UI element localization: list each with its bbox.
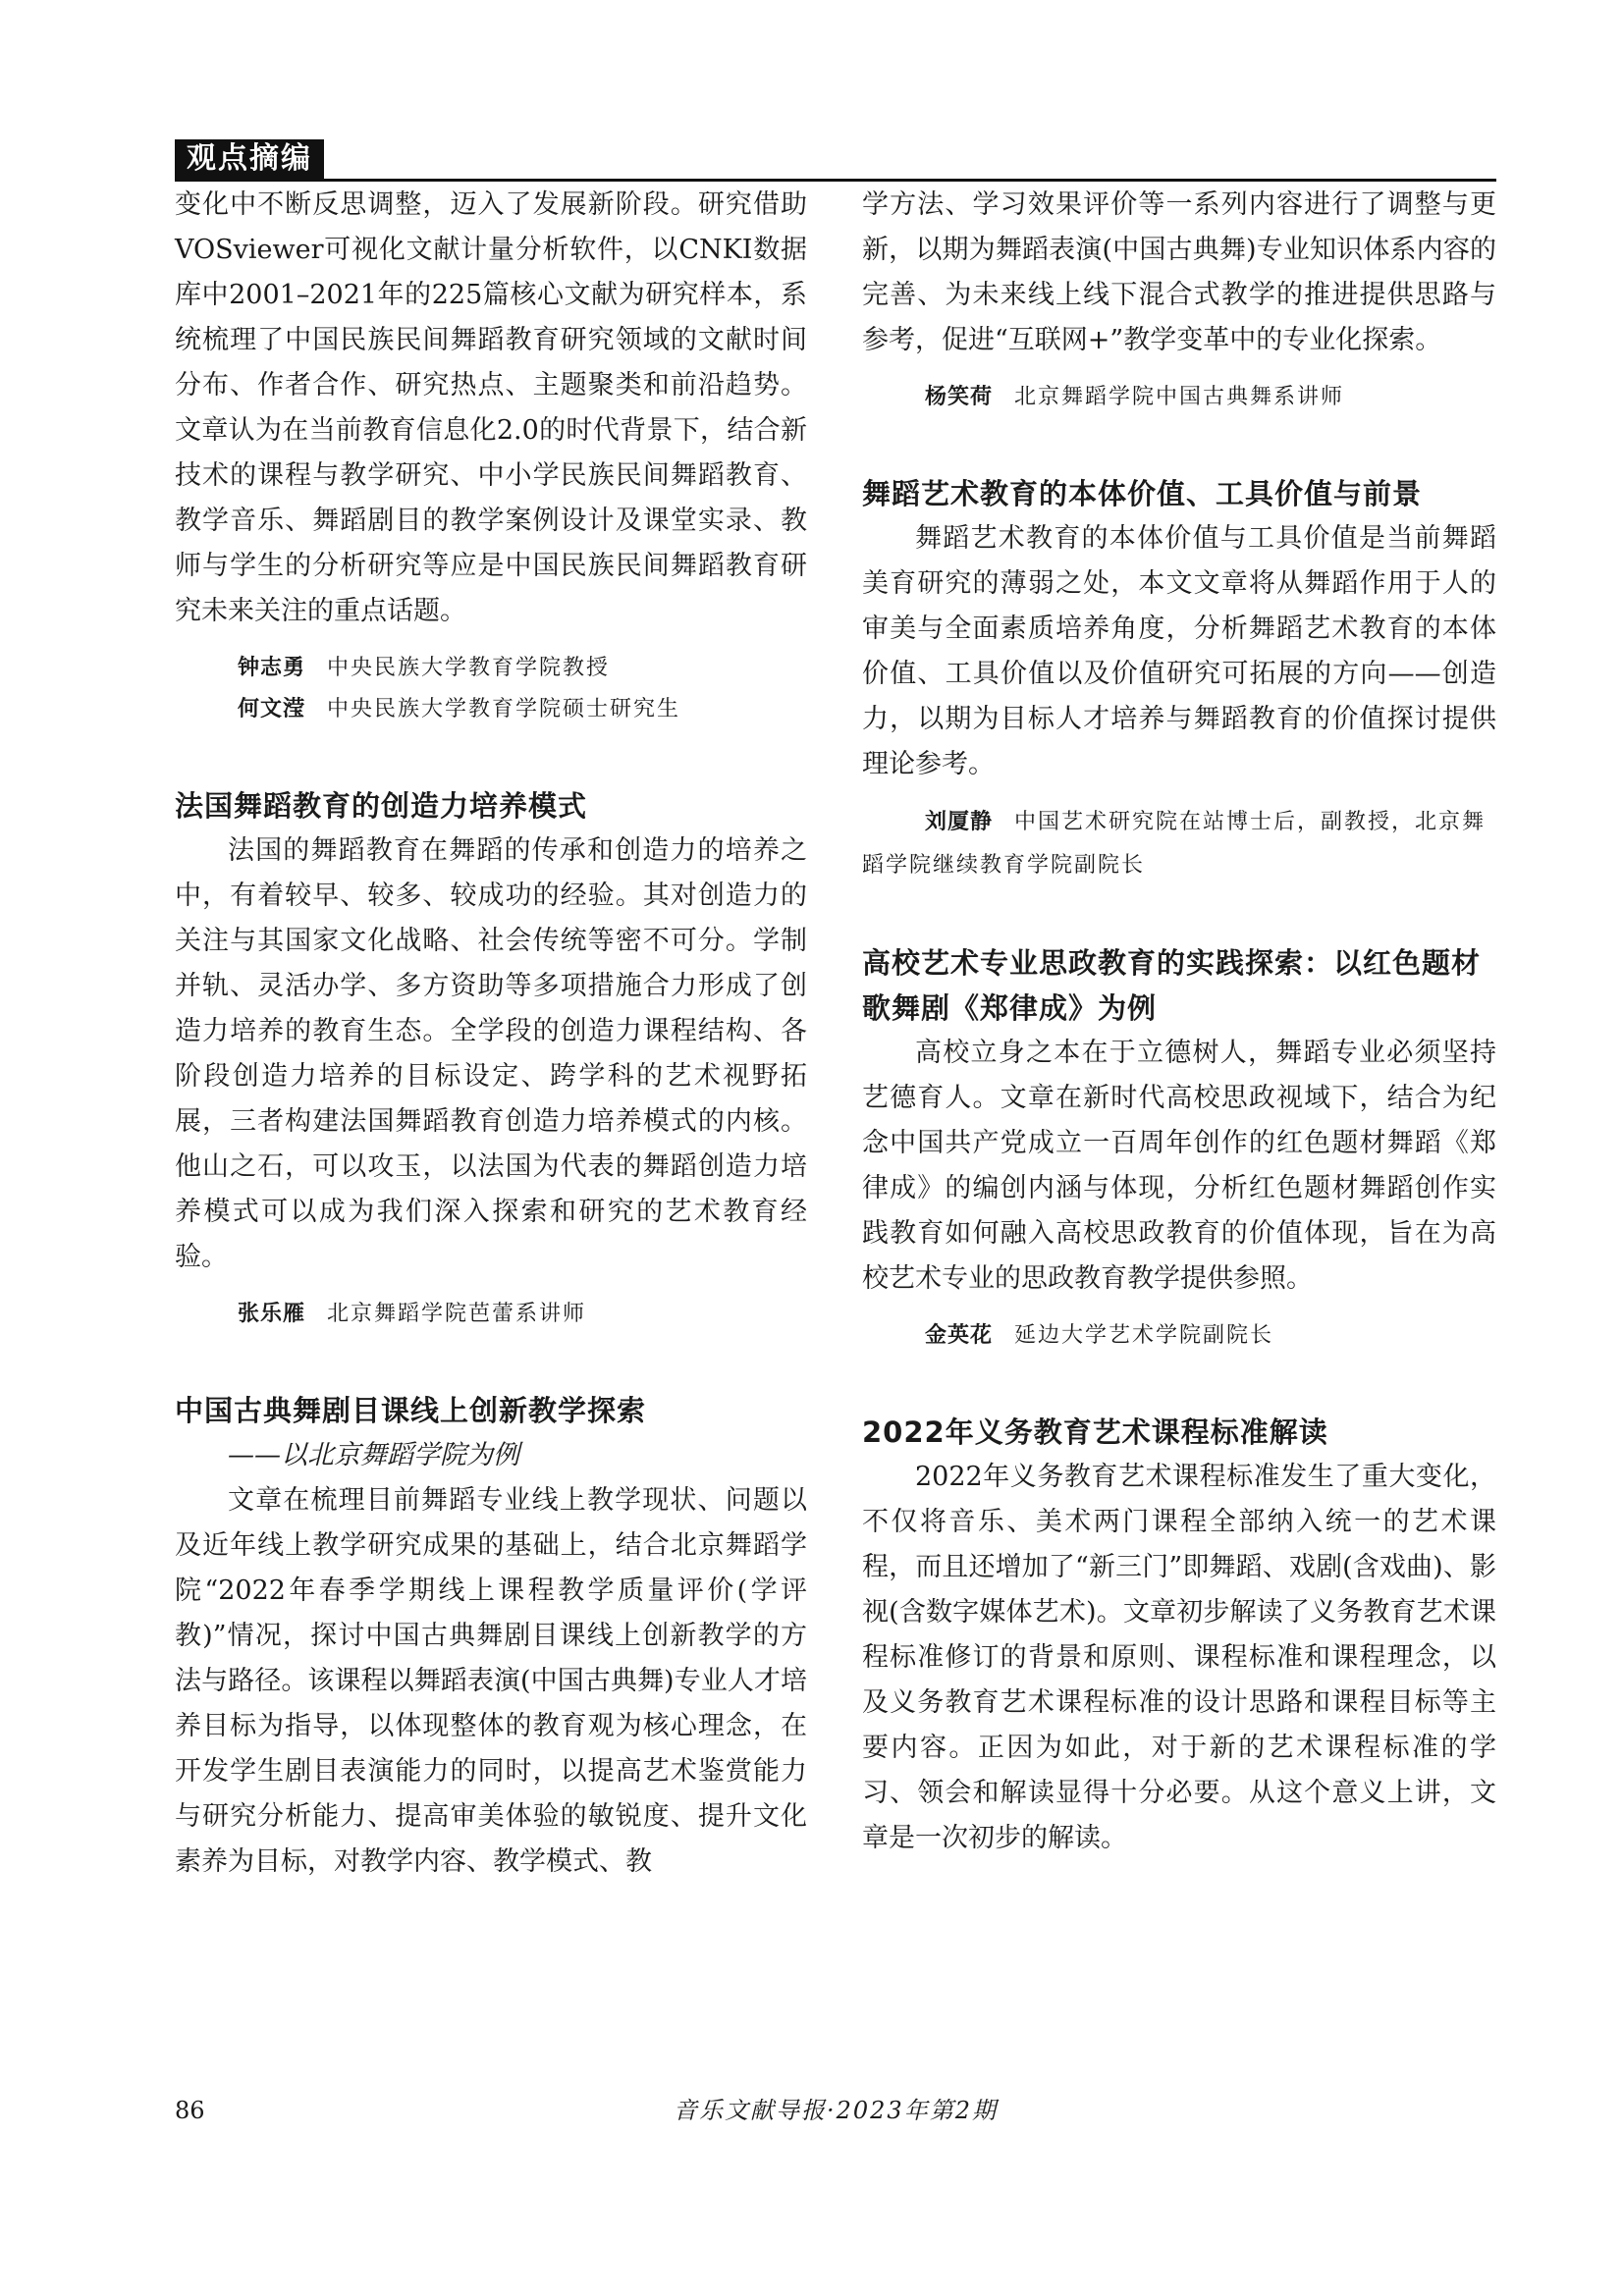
author-name: 金英花: [925, 1323, 994, 1348]
author-line: [175, 648, 807, 689]
page-header: [175, 139, 1496, 182]
article-abstract: 高校立身之本在于立德树人，舞蹈专业必须坚持艺德育人。文章在新时代高校思政视域下，结合为纪念中国共产党成立一百周年创作的红色题材舞蹈《郑律成》的编创内涵与体现，分析红色题材舞蹈创作实践教育如何融入高校思政教育的价值体现，旨在为高校艺术专业的思政教育教学提供参照。: [862, 1038, 1496, 1294]
article-title: 2022年义务教育艺术课程标准解读: [862, 1415, 1328, 1449]
article-abstract: 舞蹈艺术教育的本体价值与工具价值是当前舞蹈美育研究的薄弱之处，本文文章将从舞蹈作用于人的审美与全面素质培养角度，分析舞蹈艺术教育的本体价值、工具价值以及价值研究可拓展的方向——创造力，以期为目标人才培养与舞蹈教育的价值探讨提供理论参考。: [862, 523, 1496, 779]
left-column: [175, 183, 807, 1885]
article-abstract: 2022年义务教育艺术课程标准发生了重大变化，不仅将音乐、美术两门课程全部纳入统一的艺术课程，而且还增加了“新三门”即舞蹈、戏剧(含戏曲)、影视(含数字媒体艺术)。文章初步解读了义务教育艺术课程标准修订的背景和原则、课程标准和课程理念，以及义务教育艺术课程标准的设计思路和课程目标等主要内容。正因为如此，对于新的艺术课程标准的学习、领会和解读显得十分必要。从这个意义上讲，文章是一次初步的解读。: [862, 1462, 1496, 1853]
author-name: 刘厦静: [925, 810, 994, 834]
author-line: [175, 689, 807, 730]
article-abstract: 法国的舞蹈教育在舞蹈的传承和创造力的培养之中，有着较早、较多、较成功的经验。其对创造力的关注与其国家文化战略、社会传统等密不可分。学制并轨、灵活办学、多方资助等多项措施合力形成了创造力培养的教育生态。全学段的创造力课程结构、各阶段创造力培养的目标设定、跨学科的艺术视野拓展，三者构建法国舞蹈教育创造力培养模式的内核。他山之石，可以攻玉，以法国为代表的舞蹈创造力培养模式可以成为我们深入探索和研究的艺术教育经验。: [175, 835, 807, 1272]
author-name: 钟志勇: [238, 656, 306, 680]
author-affiliation: 中央民族大学教育学院硕士研究生: [327, 697, 681, 721]
page-number: 86: [175, 2097, 205, 2124]
author-line: [175, 1294, 807, 1335]
author-line: [862, 1315, 1496, 1357]
right-column: [862, 183, 1496, 1861]
author-affiliation: 中国艺术研究院在站博士后，副教授，北京舞蹈学院继续教育学院副院长: [862, 810, 1487, 878]
author-affiliation: 延边大学艺术学院副院长: [1014, 1323, 1274, 1348]
section-tag: 观点摘编: [175, 139, 324, 179]
article-title: 中国古典舞剧目课线上创新教学探索: [175, 1394, 647, 1427]
author-line: [862, 801, 1496, 887]
continued-article-text: 学方法、学习效果评价等一系列内容进行了调整与更新，以期为舞蹈表演(中国古典舞)专业知识体系内容的完善、为未来线上线下混合式教学的推进提供思路与参考，促进“互联网+”教学变革中的专业化探索。: [862, 189, 1496, 355]
author-affiliation: 北京舞蹈学院中国古典舞系讲师: [1014, 385, 1345, 409]
article-abstract: 文章在梳理目前舞蹈专业线上教学现状、问题以及近年线上教学研究成果的基础上，结合北京舞蹈学院“2022年春季学期线上课程教学质量评价(学评教)”情况，探讨中国古典舞剧目课线上创新教学的方法与路径。该课程以舞蹈表演(中国古典舞)专业人才培养目标为指导，以体现整体的教育观为核心理念，在开发学生剧目表演能力的同时，以提高艺术鉴赏能力与研究分析能力、提高审美体验的敏锐度、提升文化素养为目标，对教学内容、教学模式、教: [175, 1485, 807, 1877]
article-title: 高校艺术专业思政教育的实践探索：以红色题材歌舞剧《郑律成》为例: [862, 946, 1482, 1025]
journal-info: 音乐文献导报·2023年第2期: [674, 2097, 998, 2124]
author-name: 何文滢: [238, 697, 306, 721]
author-line: [862, 377, 1496, 418]
article-subtitle: ——以北京舞蹈学院为例: [228, 1440, 519, 1470]
author-name: 杨笑荷: [925, 385, 994, 409]
author-affiliation: 中央民族大学教育学院教授: [327, 656, 611, 680]
author-name: 张乐雁: [238, 1302, 306, 1326]
page-footer: [175, 2093, 1496, 2128]
author-affiliation: 北京舞蹈学院芭蕾系讲师: [327, 1302, 587, 1326]
continued-article-text: 变化中不断反思调整，迈入了发展新阶段。研究借助VOSviewer可视化文献计量分析软件，以CNKI数据库中2001–2021年的225篇核心文献为研究样本，系统梳理了中国民族民间舞蹈教育研究领域的文献时间分布、作者合作、研究热点、主题聚类和前沿趋势。文章认为在当前教育信息化2.0的时代背景下，结合新技术的课程与教学研究、中小学民族民间舞蹈教育、教学音乐、舞蹈剧目的教学案例设计及课堂实录、教师与学生的分析研究等应是中国民族民间舞蹈教育研究未来关注的重点话题。: [175, 189, 807, 626]
article-title: 法国舞蹈教育的创造力培养模式: [175, 789, 588, 823]
article-title: 舞蹈艺术教育的本体价值、工具价值与前景: [862, 477, 1423, 510]
